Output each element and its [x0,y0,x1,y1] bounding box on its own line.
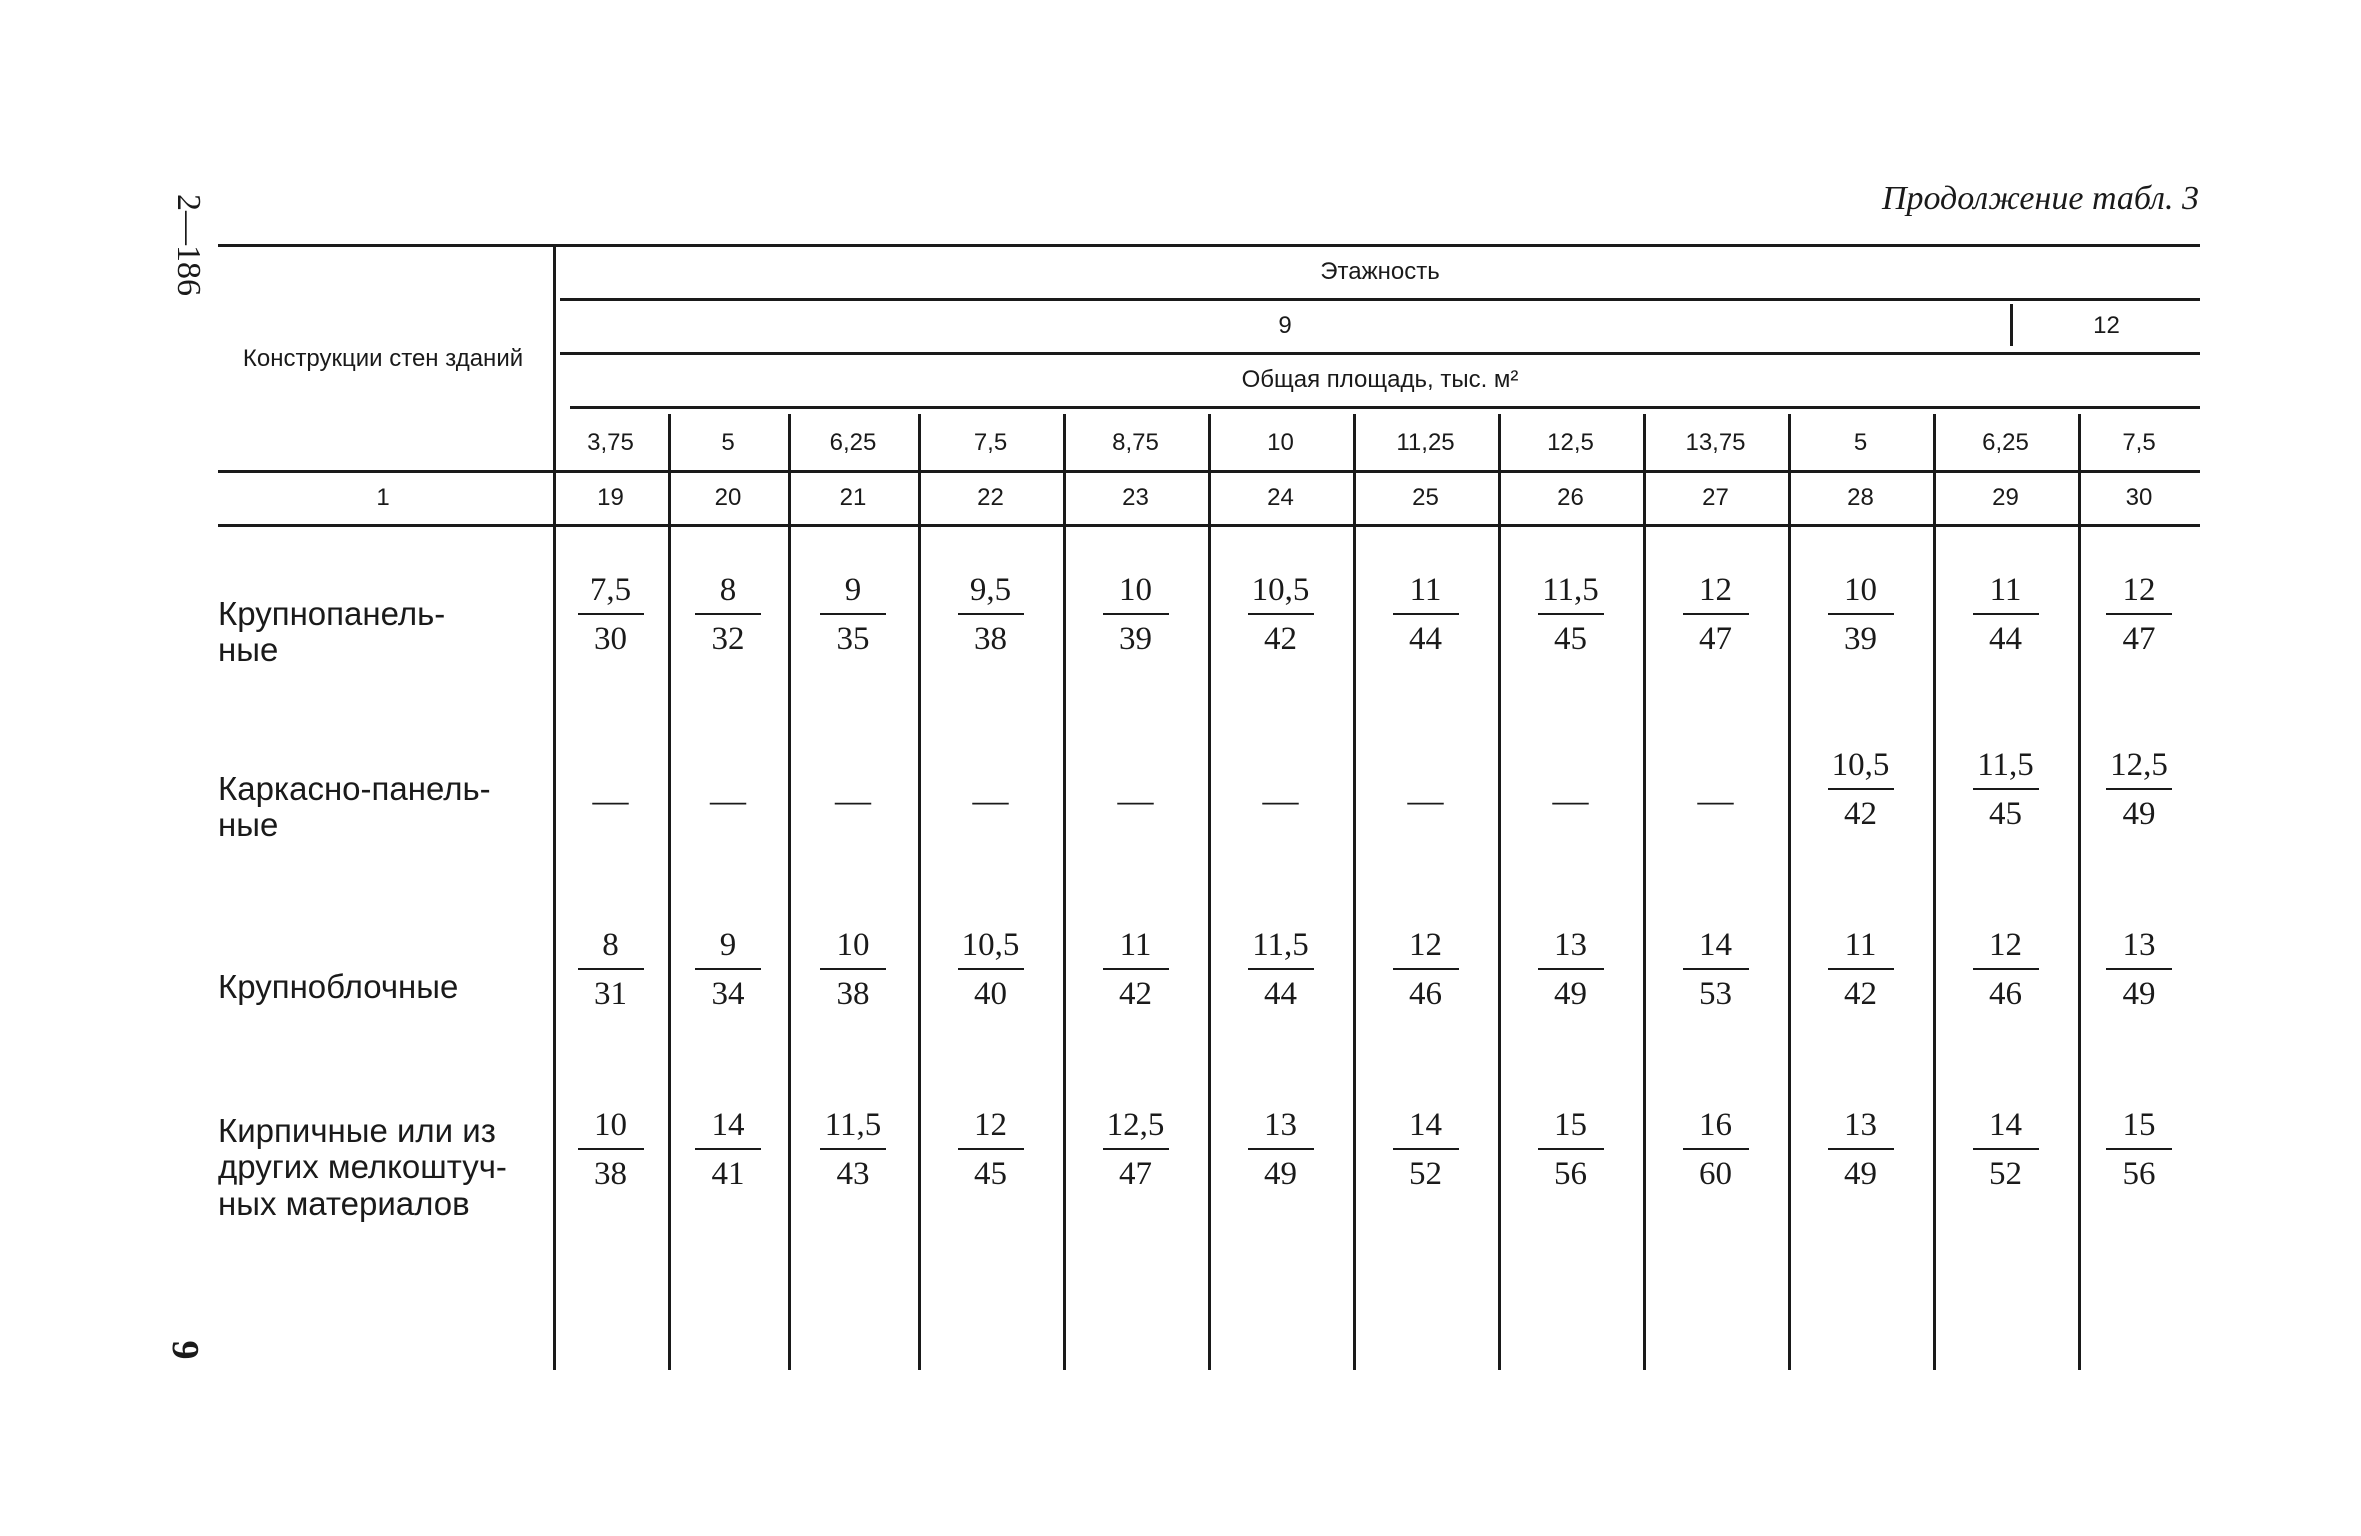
denominator: 42 [1844,976,1877,1012]
numerator: 11,5 [1977,747,2034,783]
fraction-cell [1821,1109,1901,1191]
denominator: 38 [974,621,1007,657]
denominator: 38 [594,1156,627,1192]
column-number: 19 [597,484,624,511]
row-header [218,304,548,414]
denominator: 44 [1989,621,2022,657]
column-divider [553,244,556,1370]
numerator: 13 [1554,927,1587,963]
fraction-cell [688,574,768,656]
empty-cell-dash: — [1552,780,1589,820]
rule-area [570,406,2200,409]
fraction-cell [1821,929,1901,1011]
rule-floors [560,298,2200,301]
area-value: 12,5 [1547,429,1594,456]
denominator: 35 [836,621,870,657]
numerator: 11,5 [824,1107,882,1143]
denominator: 46 [1409,976,1442,1012]
denominator: 47 [2122,621,2156,657]
numerator: 14 [1409,1107,1442,1143]
row-label: Крупнопанель- ные [218,595,446,669]
fraction-cell [1821,574,1901,656]
fraction-cell [951,929,1031,1011]
area-title: Общая площадь, тыс. м² [1241,366,1519,393]
numerator: 11 [1409,572,1442,608]
row-header-text: Конструкции стен зданий [242,344,524,372]
numerator: 12 [1989,927,2022,963]
numerator: 12 [974,1107,1007,1143]
column-number: 30 [2125,484,2153,511]
row-label: Крупноблочные [218,968,459,1005]
fraction-cell [2099,1109,2179,1191]
fraction-cell [1386,574,1466,656]
rule-groups [560,352,2200,355]
column-divider [1788,414,1791,1370]
table-caption: Продолжение табл. 3 [1881,180,2199,217]
denominator: 31 [594,976,627,1012]
fraction-cell [1966,574,2046,656]
denominator: 49 [2122,796,2156,832]
numerator: 9 [719,927,737,963]
fraction-cell [1096,929,1176,1011]
area-value: 3,75 [587,429,634,456]
area-value: 6,25 [829,429,877,456]
denominator: 60 [1699,1156,1732,1192]
column-divider [788,414,791,1370]
fraction-cell [813,929,893,1011]
numerator: 12,5 [1106,1107,1165,1143]
fraction-cell [1966,749,2046,831]
first-col-number: 1 [376,484,390,511]
fraction-cell [1241,1109,1321,1191]
numerator: 10 [1844,572,1877,608]
column-number: 20 [714,484,742,511]
column-divider [668,414,671,1370]
column-divider [1063,414,1066,1370]
column-divider [1643,414,1646,1370]
denominator: 43 [836,1156,870,1192]
fraction-cell [1966,1109,2046,1191]
fraction-cell [813,1109,893,1191]
numerator: 14 [711,1107,745,1143]
column-number: 26 [1557,484,1584,511]
fraction-cell [688,929,768,1011]
empty-cell-dash: — [592,780,629,820]
fraction-cell [1241,929,1321,1011]
numerator: 14 [1699,927,1732,963]
numerator: 11 [1119,927,1152,963]
empty-cell-dash: — [1117,780,1154,820]
numerator: 12 [1699,572,1732,608]
denominator: 42 [1264,621,1297,657]
denominator: 56 [1554,1156,1587,1192]
numerator: 11,5 [1252,927,1309,963]
numerator: 13 [1844,1107,1877,1143]
numerator: 8 [602,927,619,963]
denominator: 47 [1699,621,1732,657]
fraction-cell [1531,1109,1611,1191]
empty-cell-dash: — [1262,780,1299,820]
fraction-cell [688,1109,768,1191]
fraction-cell [1386,1109,1466,1191]
empty-cell-dash: — [835,780,871,820]
denominator: 52 [1989,1156,2022,1192]
fraction-cell [571,929,651,1011]
denominator: 42 [1119,976,1152,1012]
numerator: 10 [1119,572,1152,608]
fraction-cell [1966,929,2046,1011]
denominator: 46 [1989,976,2022,1012]
denominator: 49 [1554,976,1587,1012]
numerator: 12 [2122,572,2156,608]
fraction-cell [951,1109,1031,1191]
fraction-cell [1386,929,1466,1011]
column-number: 21 [839,484,867,511]
denominator: 49 [2122,976,2156,1012]
column-number: 29 [1992,484,2019,511]
floors-title: Этажность [1320,258,1440,285]
row-label: Кирпичные или из других мелкоштуч- ных материалов [218,1112,507,1222]
numerator: 11 [1989,572,2022,608]
area-value: 10 [1267,429,1294,456]
fraction-cell [1531,929,1611,1011]
numerator: 10 [836,927,870,963]
numerator: 13 [2122,927,2156,963]
fraction-cell [1821,749,1901,831]
denominator: 44 [1264,976,1297,1012]
empty-cell-dash: — [1407,780,1444,820]
denominator: 53 [1699,976,1732,1012]
fraction-cell [571,574,651,656]
area-value: 7,5 [973,429,1008,456]
fraction-cell [1241,574,1321,656]
denominator: 56 [2122,1156,2156,1192]
numerator: 14 [1989,1107,2022,1143]
group-divider [2010,304,2013,346]
denominator: 40 [974,976,1007,1012]
numerator: 15 [2122,1107,2156,1143]
denominator: 49 [1264,1156,1297,1192]
column-divider [1353,414,1356,1370]
column-divider [1933,414,1936,1370]
column-number: 23 [1122,484,1149,511]
empty-cell-dash: — [1697,780,1734,820]
column-divider [2078,414,2081,1370]
column-divider [918,414,921,1370]
area-value: 5 [1853,429,1868,456]
numerator: 11 [1844,927,1877,963]
column-divider [1208,414,1211,1370]
denominator: 52 [1409,1156,1442,1192]
denominator: 44 [1409,621,1442,657]
numerator: 10,5 [961,927,1020,963]
denominator: 30 [594,621,627,657]
area-value: 7,5 [2122,429,2156,456]
page-side-number: 2—186 [170,194,207,296]
numerator: 16 [1699,1107,1732,1143]
fraction-cell [571,1109,651,1191]
numerator: 7,5 [589,572,632,608]
empty-cell-dash: — [972,780,1009,820]
rule-top [218,244,2200,247]
fraction-cell [2099,749,2179,831]
column-number: 25 [1412,484,1439,511]
fraction-cell [2099,574,2179,656]
data-table [218,244,2200,1370]
denominator: 42 [1844,796,1877,832]
fraction-cell [1676,574,1756,656]
area-value: 8,75 [1112,429,1159,456]
row-label: Каркасно-панель- ные [218,770,491,844]
fraction-cell [813,574,893,656]
numerator: 12,5 [2110,747,2168,783]
empty-cell-dash: — [710,780,746,820]
denominator: 41 [711,1156,745,1192]
numerator: 10,5 [1831,747,1890,783]
denominator: 45 [1554,621,1587,657]
fraction-cell [1676,1109,1756,1191]
floor-group-12: 12 [2093,312,2120,339]
fraction-cell [951,574,1031,656]
column-divider [1498,414,1501,1370]
numerator: 15 [1554,1107,1587,1143]
numerator: 8 [719,572,737,608]
denominator: 32 [711,621,745,657]
denominator: 39 [1119,621,1152,657]
column-number: 22 [977,484,1004,511]
fraction-cell [2099,929,2179,1011]
numerator: 10 [594,1107,627,1143]
page-number: 9 [164,1340,206,1360]
area-value: 13,75 [1685,429,1746,456]
denominator: 47 [1119,1156,1152,1192]
numerator: 13 [1264,1107,1297,1143]
fraction-cell [1531,574,1611,656]
fraction-cell [1676,929,1756,1011]
numerator: 9 [844,572,862,608]
area-value: 6,25 [1982,429,2029,456]
column-number: 28 [1847,484,1874,511]
column-number: 27 [1702,484,1729,511]
denominator: 38 [836,976,870,1012]
numerator: 12 [1409,927,1442,963]
floor-group-9: 9 [1278,312,1292,339]
area-value: 5 [721,429,735,456]
column-number: 24 [1267,484,1294,511]
denominator: 49 [1844,1156,1877,1192]
area-value: 11,25 [1396,429,1455,456]
fraction-cell [1096,574,1176,656]
denominator: 34 [711,976,745,1012]
numerator: 9,5 [969,572,1012,608]
numerator: 11,5 [1542,572,1599,608]
denominator: 45 [974,1156,1007,1192]
numerator: 10,5 [1251,572,1310,608]
denominator: 39 [1844,621,1877,657]
denominator: 45 [1989,796,2022,832]
fraction-cell [1096,1109,1176,1191]
